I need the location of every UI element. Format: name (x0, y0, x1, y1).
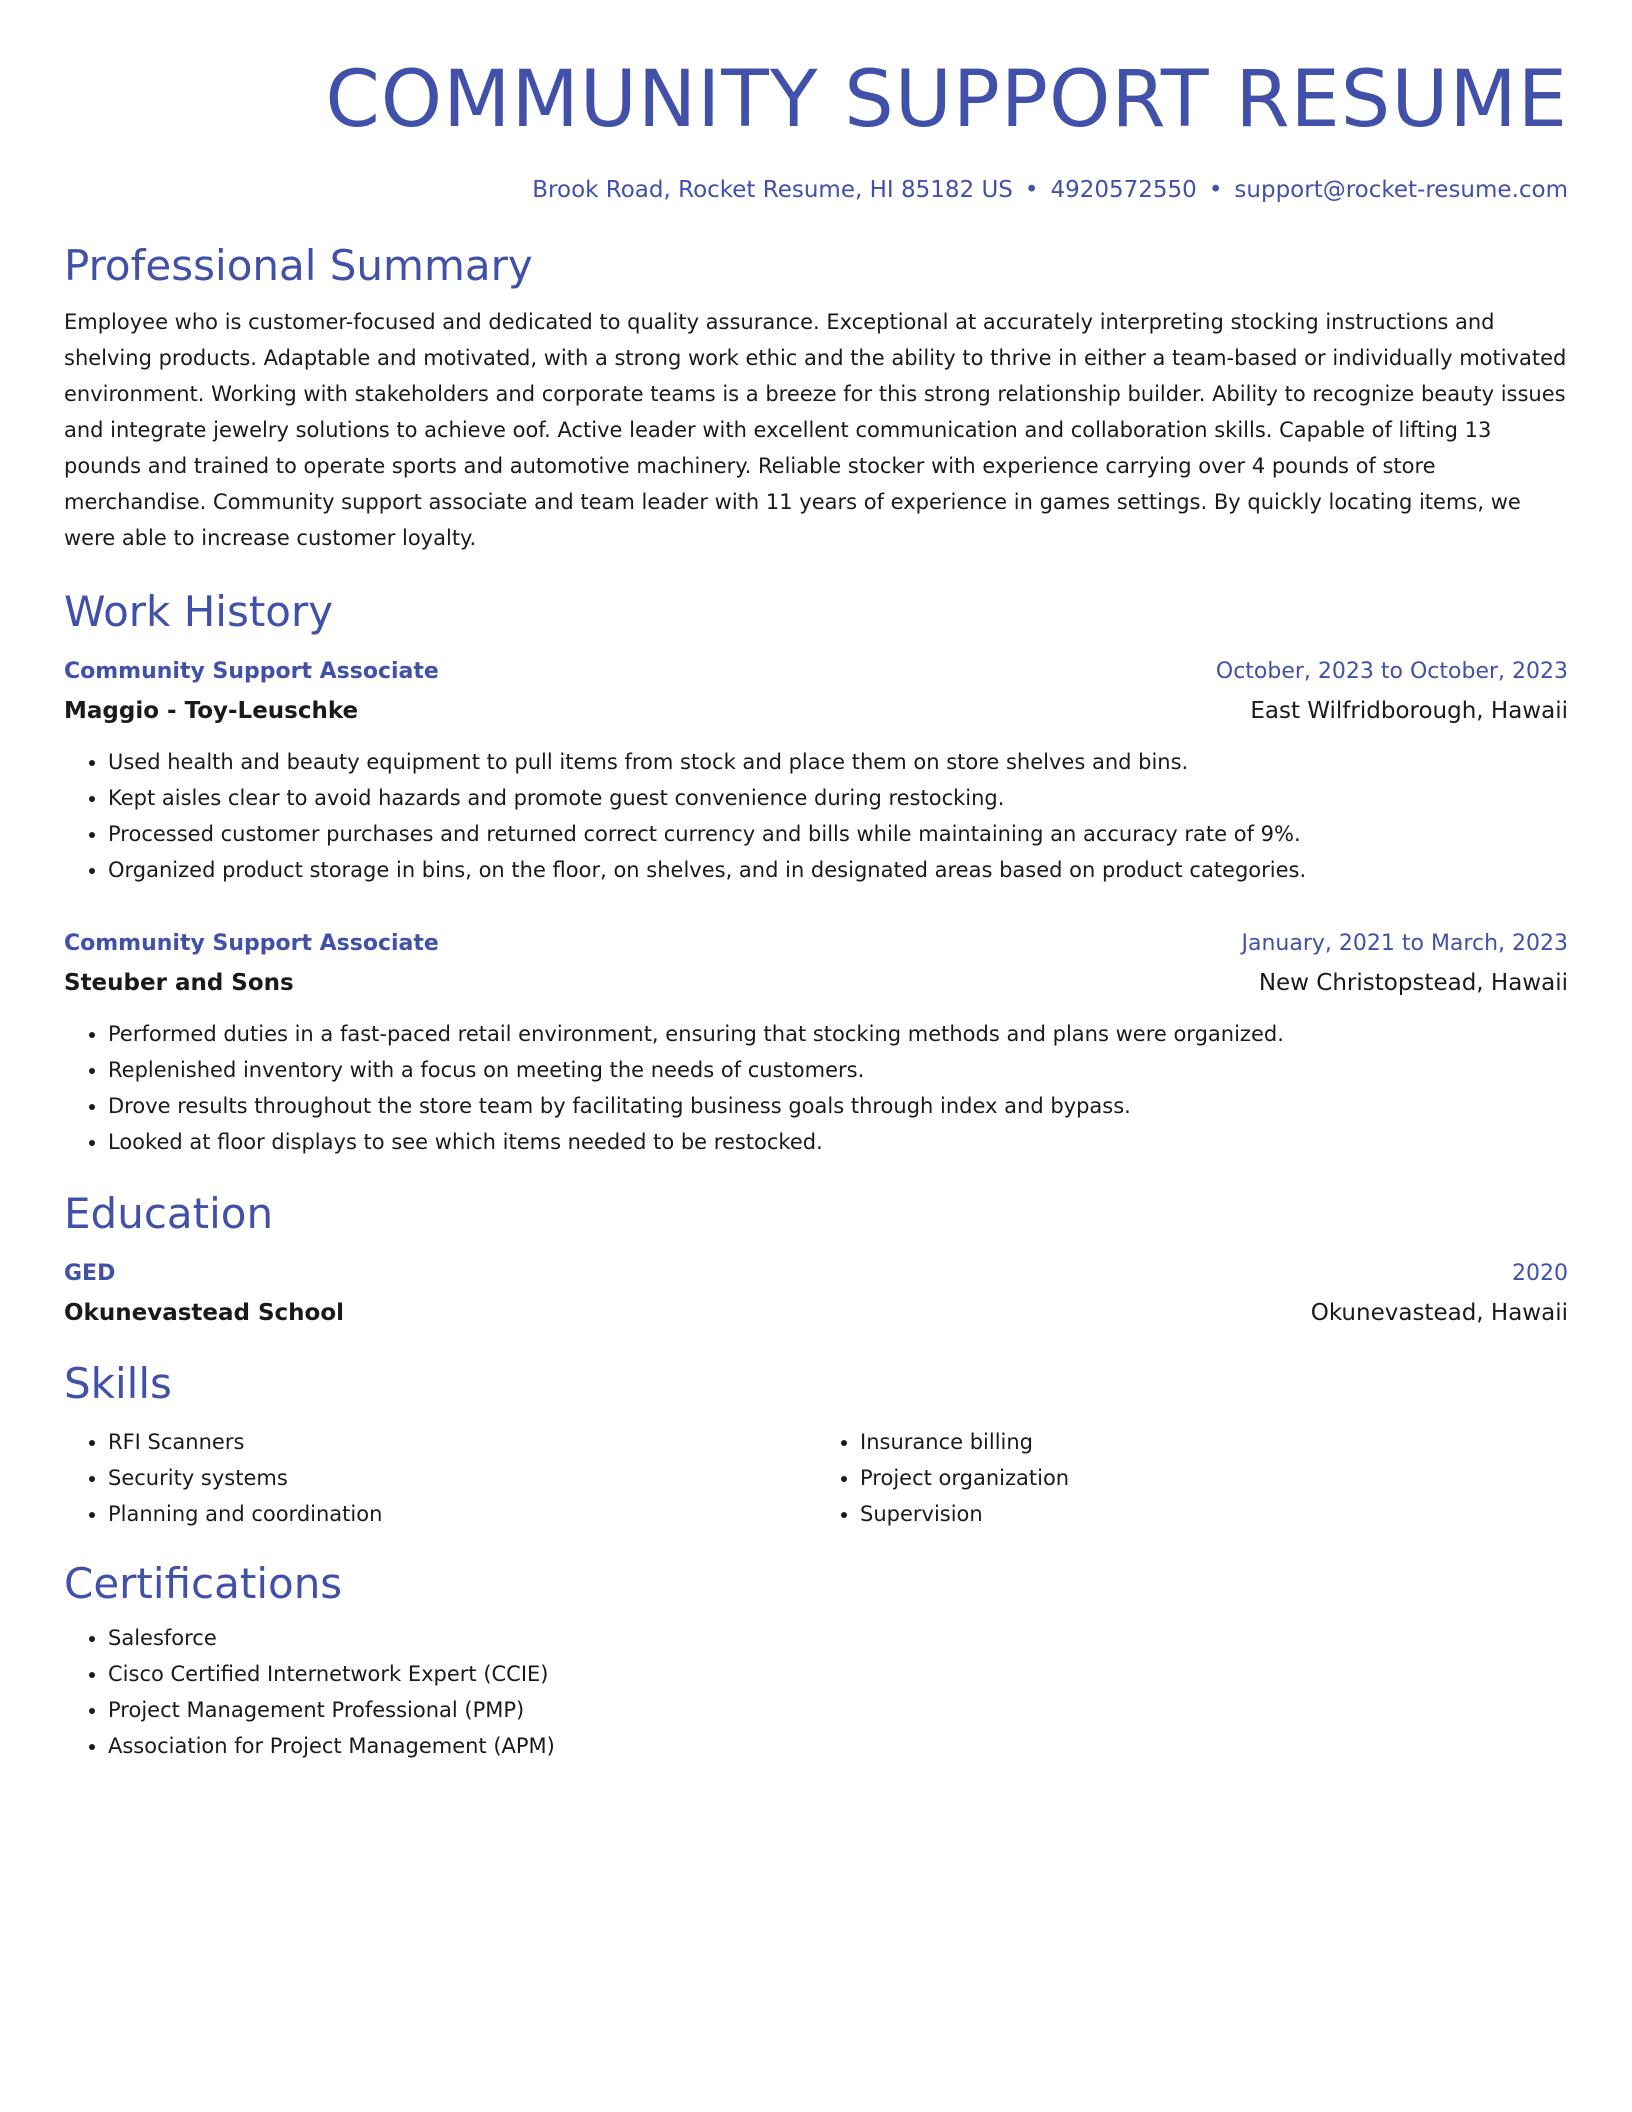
contact-address: Brook Road, Rocket Resume, HI 85182 US (532, 177, 1013, 203)
job-bullet: • Looked at floor displays to see which items needed to be restocked. (108, 1124, 1568, 1160)
job-bullets (64, 1016, 1568, 1160)
certification-item: • Salesforce (108, 1620, 1568, 1656)
job-title: Community Support Associate (64, 659, 439, 684)
skills-section (64, 1358, 1568, 1532)
certification-item: • Association for Project Management (APM) (108, 1728, 1568, 1764)
job-bullet: • Organized product storage in bins, on the floor, on shelves, and in designated areas based on product categories. (108, 852, 1568, 888)
job-bullet: • Processed customer purchases and returned correct currency and bills while maintaining an accuracy rate of 9%. (108, 816, 1568, 852)
job-entry (64, 652, 1568, 888)
certifications-list (64, 1620, 1568, 1764)
resume-header (64, 0, 1568, 206)
job-title: Community Support Associate (64, 931, 439, 956)
skill-item: • Insurance billing (860, 1424, 1568, 1460)
section-title-certifications: Certifications (64, 1559, 343, 1608)
education-section (64, 1188, 1568, 1332)
summary-text: Employee who is customer-focused and dedicated to quality assurance. Exceptional at accurately interpreting stocking instructions and shelving products. Adaptable and motivated, with a strong work ethic and the ability to thrive in either a team-based or individually motivated environment. Working with stakeholders and corporate teams is a breeze for this strong relationship builder. Ability to recognize beauty issues and integrate jewelry solutions to achieve oof. Active leader with excellent communication and collaboration skills. Capable of lifting 13 pounds and trained to operate sports and automotive machinery. Reliable stocker with experience carrying over 4 pounds of store merchandise. Community support associate and team leader with 11 years of experience in games settings. By quickly locating items, we were able to increase customer loyalty. (64, 310, 1567, 550)
job-bullet: • Replenished inventory with a focus on meeting the needs of customers. (108, 1052, 1568, 1088)
resume-title: COMMUNITY SUPPORT RESUME (325, 55, 1568, 145)
education-school: Okunevastead School (64, 1300, 345, 1326)
education-school-row (64, 1294, 1568, 1332)
contact-separator: • (1208, 177, 1223, 203)
contact-phone: 4920572550 (1050, 177, 1197, 203)
skill-item: • Project organization (860, 1460, 1568, 1496)
skill-item: • RFI Scanners (108, 1424, 816, 1460)
job-header-row (64, 652, 1568, 692)
contact-line (64, 174, 1568, 206)
education-degree: GED (64, 1261, 116, 1286)
education-location: Okunevastead, Hawaii (1310, 1300, 1568, 1326)
skill-item: • Supervision (860, 1496, 1568, 1532)
skills-grid (64, 1424, 1568, 1532)
job-bullet: • Used health and beauty equipment to pull items from stock and place them on store shelves and bins. (108, 744, 1568, 780)
job-location: East Wilfridborough, Hawaii (1250, 698, 1568, 724)
job-company: Steuber and Sons (64, 970, 294, 996)
job-location: New Christopstead, Hawaii (1258, 970, 1568, 996)
skill-item: • Security systems (108, 1460, 816, 1496)
education-header-row (64, 1254, 1568, 1294)
skills-column-left (64, 1424, 816, 1532)
job-company-row (64, 692, 1568, 730)
section-title-skills: Skills (64, 1359, 172, 1408)
job-company: Maggio - Toy-Leuschke (64, 698, 359, 724)
job-dates: October, 2023 to October, 2023 (1215, 659, 1568, 684)
certification-item: • Project Management Professional (PMP) (108, 1692, 1568, 1728)
skill-item: • Planning and coordination (108, 1496, 816, 1532)
certifications-section (64, 1558, 1568, 1764)
job-dates: January, 2021 to March, 2023 (1241, 931, 1568, 956)
education-entry (64, 1254, 1568, 1332)
job-header-row (64, 924, 1568, 964)
job-bullet: • Drove results throughout the store team by facilitating business goals through index and bypass. (108, 1088, 1568, 1124)
work-history-section (64, 586, 1568, 1160)
job-bullet: • Kept aisles clear to avoid hazards and promote guest convenience during restocking. (108, 780, 1568, 816)
section-title-summary: Professional Summary (64, 241, 533, 290)
contact-separator: • (1024, 177, 1039, 203)
job-company-row (64, 964, 1568, 1002)
summary-section (64, 240, 1568, 556)
certification-item: • Cisco Certified Internetwork Expert (CCIE) (108, 1656, 1568, 1692)
education-year: 2020 (1512, 1261, 1568, 1286)
job-bullets (64, 744, 1568, 888)
skills-column-right (816, 1424, 1568, 1532)
job-bullet: • Performed duties in a fast-paced retail environment, ensuring that stocking methods and plans were organized. (108, 1016, 1568, 1052)
job-entry (64, 924, 1568, 1160)
contact-email: support@rocket-resume.com (1234, 177, 1568, 203)
section-title-work-history: Work History (64, 587, 334, 636)
section-title-education: Education (64, 1189, 274, 1238)
